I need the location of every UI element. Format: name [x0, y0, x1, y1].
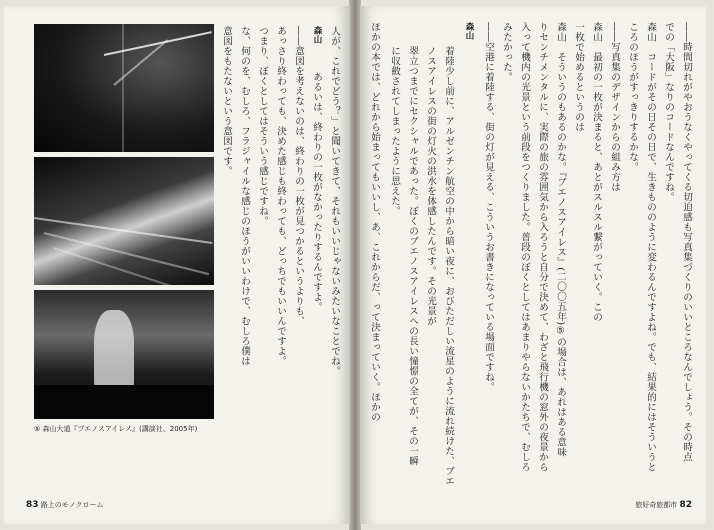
left-text-col-3: ――意図を考えないのは、終わりの一枚が見つかるというよりも、: [293, 26, 304, 326]
right-text-col-3: 森山 コードがその日その日で、生きもののように変わるんですよね。でも、結果的にはそういうと: [645, 22, 656, 472]
left-text-col-6: な、何のを、むしろ、フラジャイルな感じのほうがいいわけで、むしろ僕は: [239, 26, 250, 366]
right-text-col-4: ころのほうがすっきりするかな。: [627, 22, 638, 172]
left-text-col-2: あるいは、終わりの一枚がなかったりするんですよ。: [311, 72, 322, 312]
right-text-col-15: 翠立つまでにセクシャルであった。ぼくのブエノスアイレスへの長い憧憬の全てが、その一瞬: [407, 46, 418, 466]
left-speaker-label: 森山: [312, 26, 322, 44]
photo-strip: [34, 24, 214, 419]
right-text-col-2: での「大阪」なりのコードなんですね。: [663, 22, 674, 202]
right-text-col-14: ノスアイレスの街の灯火の洪水を体感したんです。その光景が: [425, 46, 436, 326]
right-text-col-13: 着陸少し前に、アルゼンチン航空の中から暗い夜に、おびただしい流星のように流れ続けた、ブエ: [443, 46, 454, 486]
photo-caption: ⑤ 森山大道『ブエノスアイレス』(講談社、2005年): [34, 425, 198, 433]
right-page-number: 82: [679, 500, 692, 510]
right-text-col-6: 森山 最初の一枚が決まると、あとがスルスル繋がっていく。この: [591, 22, 602, 322]
right-footer: [635, 500, 692, 510]
right-text-col-1: ――時間切れがやおうなくやってくる切迫感も写真集づくりのいいところなんでしょう。その時点: [681, 22, 692, 462]
photo-airplane-cabin: [34, 290, 214, 419]
right-text-col-7: 一枚で始めるというのは: [573, 22, 584, 132]
right-text-col-11: みたかった。: [501, 22, 512, 82]
right-text-col-16: に収斂されてしまったように思えた。: [389, 46, 400, 216]
photo-city-lights: [34, 157, 214, 285]
left-page: [4, 6, 350, 524]
left-text-col-5: つまり、ぼくとしてはそういう感じですね。: [257, 26, 268, 226]
left-text-col-1: 人が、これでどう？」と聞いてきて、それもいいじゃないみたいなことでね。: [329, 26, 340, 376]
right-text-col-9: りセンチメンタルに、実際の旅の雰囲気から入ろうと自分で決めて、わざと飛行機の窓外の夜景から: [537, 22, 548, 472]
left-page-number: 83: [26, 500, 39, 510]
left-running-head: 路上のモノクローム: [40, 501, 104, 509]
right-running-head: 旅好奇旅都市: [635, 501, 678, 509]
right-page: [360, 6, 706, 524]
left-text-col-7: 意図をもたないという意図です。: [221, 26, 232, 176]
photo-night-aerial: [34, 24, 214, 152]
right-text-col-10: 入って機内の光景という前段をつくりました。普段のぼくとしてはあまりやらないかたちで、むしろ: [519, 22, 530, 472]
right-text-col-8: 森山 そういうのもあるのかな。『ブエノスアイレス』(二〇〇五年)⑤の場合は、あれはある意味: [555, 22, 566, 457]
right-text-col-12: ――空港に着陸する、街の灯が見える、こういうお書きになっている場面ですね。: [483, 22, 494, 392]
right-text-col-17: ほかの本では、どれから始まってもいいし、あ、これからだ、って決まっていく。ほかの: [369, 22, 380, 422]
left-footer: [26, 500, 104, 510]
right-speaker-label: 森山: [464, 22, 474, 40]
left-text-col-4: あっさり終わっても、決めた感じも終わっても、どっちでもいいんですよ。: [275, 26, 286, 366]
right-text-col-5: ――写真集のデザインからの組み方は: [609, 22, 620, 192]
